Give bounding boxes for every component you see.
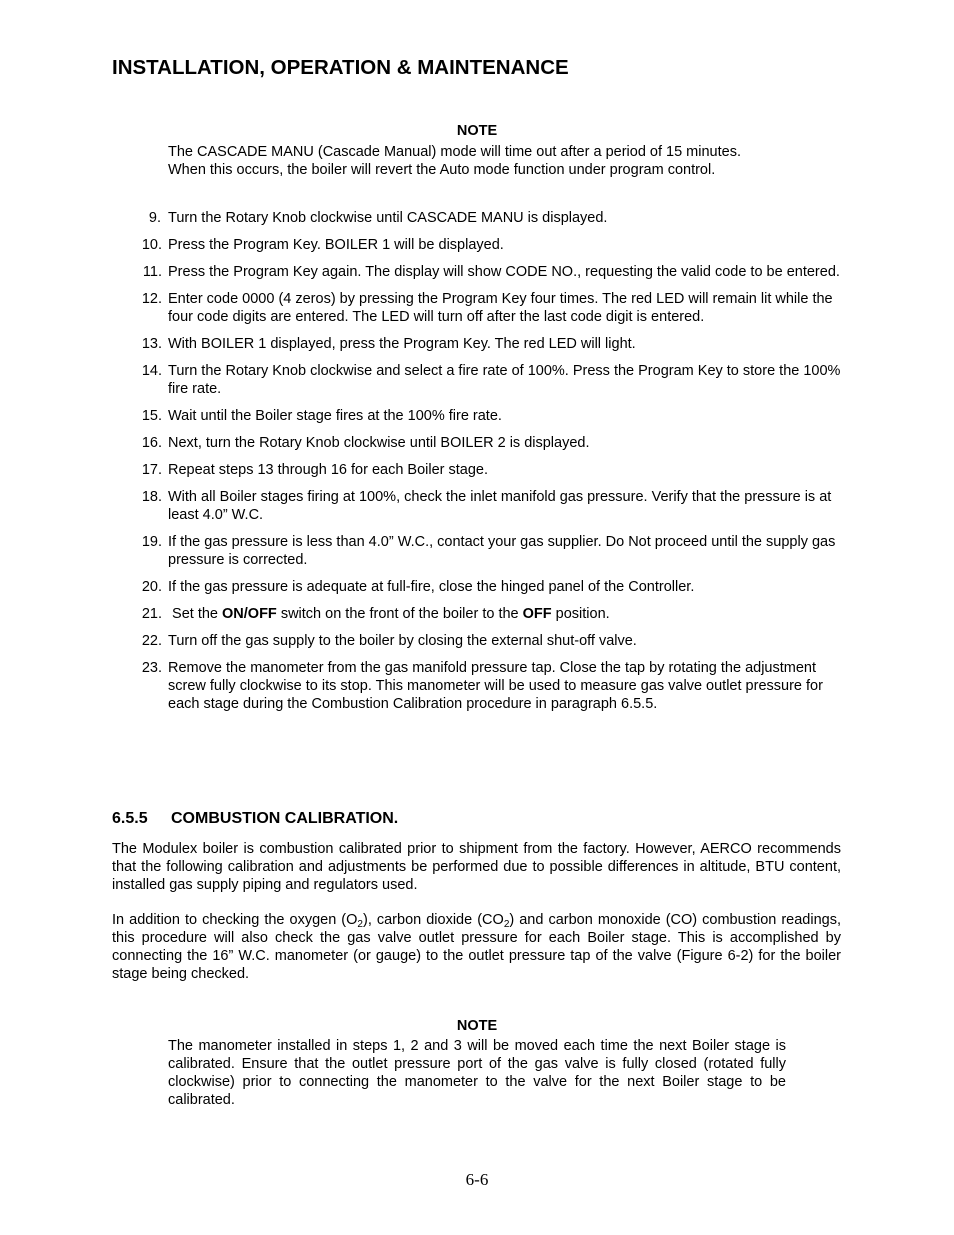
off-position-label: OFF (522, 606, 552, 622)
page-title: INSTALLATION, OPERATION & MAINTENANCE (112, 56, 569, 79)
step-number: 23. (141, 660, 162, 676)
list-item (112, 578, 842, 596)
on-off-switch-label: ON/OFF (222, 606, 277, 622)
step-text: Press the Program Key. BOILER 1 will be displayed. (168, 237, 504, 253)
step-number: 9. (148, 210, 161, 226)
section-title: COMBUSTION CALIBRATION. (171, 810, 399, 827)
list-item (112, 632, 842, 650)
step-number: 11. (142, 264, 162, 280)
step-number: 13. (141, 336, 162, 352)
step-number: 16. (141, 435, 162, 451)
note-text: The manometer installed in steps 1, 2 and 3 will be moved each time the next Boiler stage is calibrated. Ensure that the outlet pressure port of the gas valve is fully closed (rotated fully clockwise) prior to connecting the manometer to the valve for the next Boiler stage to be calibrated. (168, 1038, 786, 1108)
paragraph: The Modulex boiler is combustion calibrated prior to shipment from the factory. However, AERCO recommends that the following calibration and adjustments be performed due to possible differences in altitude, BTU content, installed gas supply piping and regulators used. (112, 841, 841, 893)
step-text: Repeat steps 13 through 16 for each Boiler stage. (168, 462, 489, 478)
list-item (112, 659, 842, 713)
step-text: With BOILER 1 displayed, press the Program Key. The red LED will light. (168, 336, 636, 352)
section-heading (112, 810, 398, 828)
step-text: Remove the manometer from the gas manifold pressure tap. Close the tap by rotating the adjustment screw fully clockwise to its stop. This manometer will be used to measure gas valve outlet pressure for each stage during the Combustion Calibration procedure in paragraph 6.5.5. (168, 660, 823, 712)
page-number: 6-6 (465, 1170, 489, 1189)
step-text: Turn the Rotary Knob clockwise until CASCADE MANU is displayed. (168, 210, 608, 226)
step-number: 19. (141, 534, 162, 550)
note-label: NOTE (456, 1018, 498, 1034)
step-text: Wait until the Boiler stage fires at the 100% fire rate. (168, 408, 502, 424)
step-number: 10. (141, 237, 162, 253)
step-number: 22. (141, 633, 162, 649)
step-text: Turn off the gas supply to the boiler by closing the external shut-off valve. (168, 633, 637, 649)
list-item (112, 209, 842, 227)
step-text: Enter code 0000 (4 zeros) by pressing the Program Key four times. The red LED will remain lit while the four code digits are entered. The LED will turn off after the last code digit is entered. (168, 291, 833, 325)
paragraph (112, 911, 841, 983)
subscript: 2 (357, 919, 363, 930)
step-text: Turn the Rotary Knob clockwise and select a fire rate of 100%. Press the Program Key to store the 100% fire rate. (168, 363, 841, 397)
step-text: Press the Program Key again. The display will show CODE NO., requesting the valid code to be entered. (168, 264, 840, 280)
step-text: Next, turn the Rotary Knob clockwise until BOILER 2 is displayed. (168, 435, 590, 451)
step-text: If the gas pressure is less than 4.0” W.C., contact your gas supplier. Do Not proceed until the supply gas pressure is corrected. (168, 534, 836, 568)
step-number: 17. (141, 462, 162, 478)
note-text (168, 143, 786, 179)
list-item (112, 407, 842, 425)
subscript: 2 (503, 919, 510, 930)
list-item (112, 290, 842, 326)
step-text-part: Set the (172, 606, 223, 622)
step-text: With all Boiler stages firing at 100%, check the inlet manifold gas pressure. Verify that the pressure is at least 4.0” W.C. (168, 489, 832, 523)
list-item (112, 488, 842, 524)
step-number: 21. (141, 606, 162, 622)
note-label: NOTE (456, 123, 498, 139)
step-number: 15. (141, 408, 162, 424)
list-item (112, 263, 842, 281)
list-item (112, 335, 842, 353)
note-line: The CASCADE MANU (Cascade Manual) mode will time out after a period of 15 minutes. (168, 144, 741, 160)
section-number: 6.5.5 (112, 810, 148, 827)
list-item (112, 533, 842, 569)
list-item (112, 605, 842, 623)
list-item (112, 461, 842, 479)
paragraph-part: ), carbon dioxide (CO (362, 912, 504, 928)
paragraph-part: ) and carbon monoxide (CO) combustion readings, this procedure will also check the gas valve outlet pressure for each Boiler stage. This is accomplished by connecting the 16” W.C. manometer (or gauge) to the outlet pressure tap of the valve (Figure 6-2) for the boiler stage being checked. (112, 912, 841, 982)
list-item (112, 434, 842, 452)
step-text (168, 606, 610, 622)
paragraph-part: In addition to checking the oxygen (O (112, 912, 358, 928)
list-item (112, 236, 842, 254)
step-text-part: switch on the front of the boiler to the (276, 606, 523, 622)
step-text-part: position. (551, 606, 610, 622)
step-number: 20. (141, 579, 162, 595)
note-line: When this occurs, the boiler will revert the Auto mode function under program control. (168, 162, 716, 178)
step-number: 18. (141, 489, 162, 505)
step-number: 12. (141, 291, 162, 307)
procedure-steps (112, 209, 842, 722)
list-item (112, 362, 842, 398)
step-text: If the gas pressure is adequate at full-fire, close the hinged panel of the Controller. (168, 579, 695, 595)
step-number: 14. (141, 363, 162, 379)
